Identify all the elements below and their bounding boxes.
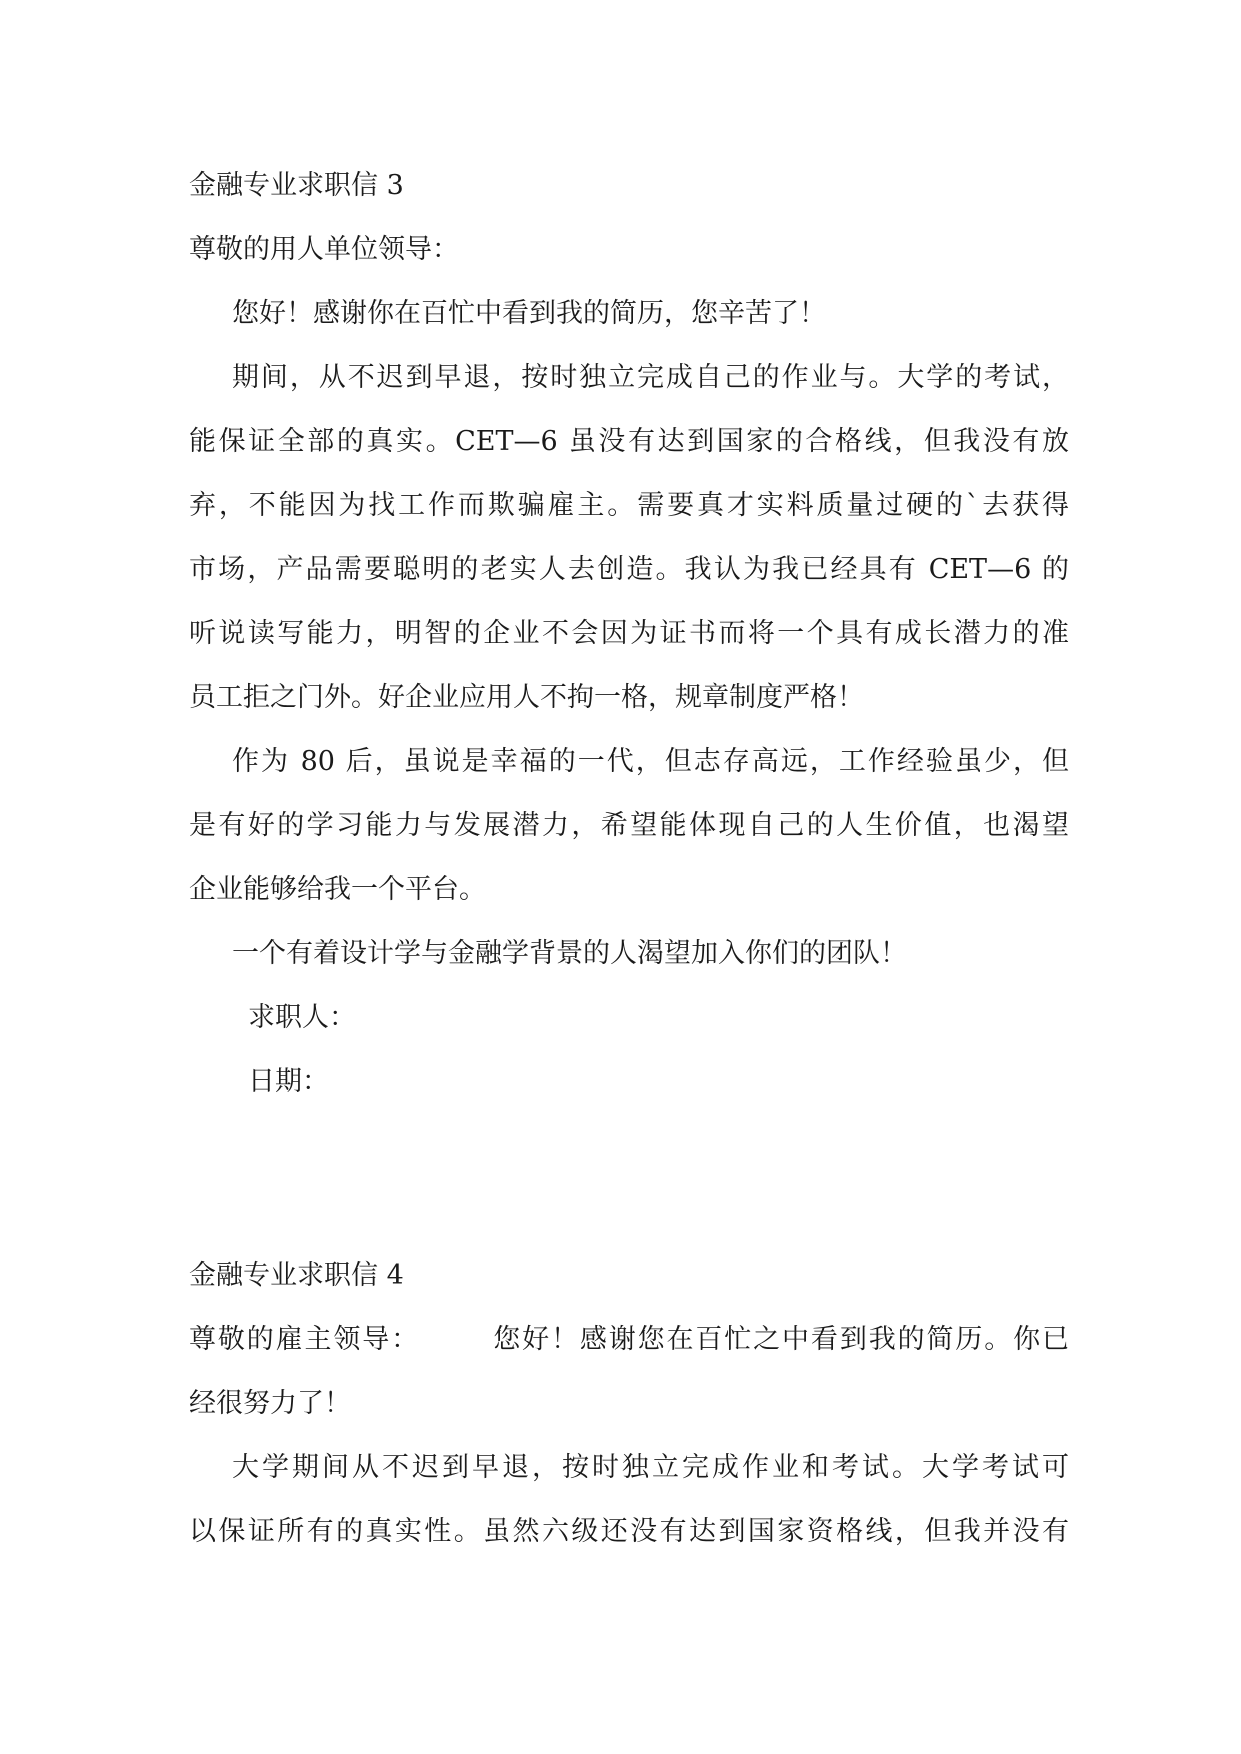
- letter4-salutation-greeting: 尊敬的雇主领导： 您好！感谢您在百忙之中看到我的简历。你已: [189, 1324, 1069, 1355]
- letter3-greeting: 您好！感谢你在百忙中看到我的简历，您辛苦了！: [232, 298, 826, 329]
- letter3-paragraph3: 一个有着设计学与金融学背景的人渴望加入你们的团队！: [232, 938, 907, 969]
- letter3-title: 金融专业求职信 3: [189, 170, 404, 201]
- letter4-greeting-end: 经很努力了！: [189, 1388, 351, 1419]
- letter3-paragraph2-line: 作为 80 后，虽说是幸福的一代，但志存高远，工作经验虽少，但: [232, 746, 1069, 777]
- letter3-paragraph1-line: 听说读写能力，明智的企业不会因为证书而将一个具有成长潜力的准: [189, 618, 1069, 649]
- letter3-paragraph2-line: 企业能够给我一个平台。: [189, 874, 486, 905]
- letter4-paragraph1-line: 以保证所有的真实性。虽然六级还没有达到国家资格线，但我并没有: [189, 1516, 1069, 1547]
- letter3-paragraph1-line: 能保证全部的真实。CET—6 虽没有达到国家的合格线，但我没有放: [189, 426, 1069, 457]
- letter3-paragraph1-line: 期间，从不迟到早退，按时独立完成自己的作业与。大学的考试，: [232, 362, 1069, 393]
- date-label: 日期：: [248, 1066, 329, 1097]
- letter3-paragraph1-line: 市场，产品需要聪明的老实人去创造。我认为我已经具有 CET—6 的: [189, 554, 1069, 585]
- letter3-paragraph1-line: 员工拒之门外。好企业应用人不拘一格，规章制度严格！: [189, 682, 864, 713]
- letter3-paragraph2-line: 是有好的学习能力与发展潜力，希望能体现自己的人生价值，也渴望: [189, 810, 1069, 841]
- applicant-label: 求职人：: [248, 1002, 356, 1033]
- letter4-paragraph1-line: 大学期间从不迟到早退，按时独立完成作业和考试。大学考试可: [232, 1452, 1069, 1483]
- letter3-salutation: 尊敬的用人单位领导：: [189, 234, 459, 265]
- letter4-title: 金融专业求职信 4: [189, 1260, 404, 1291]
- letter3-paragraph1-line: 弃，不能因为找工作而欺骗雇主。需要真才实料质量过硬的`去获得: [189, 490, 1069, 521]
